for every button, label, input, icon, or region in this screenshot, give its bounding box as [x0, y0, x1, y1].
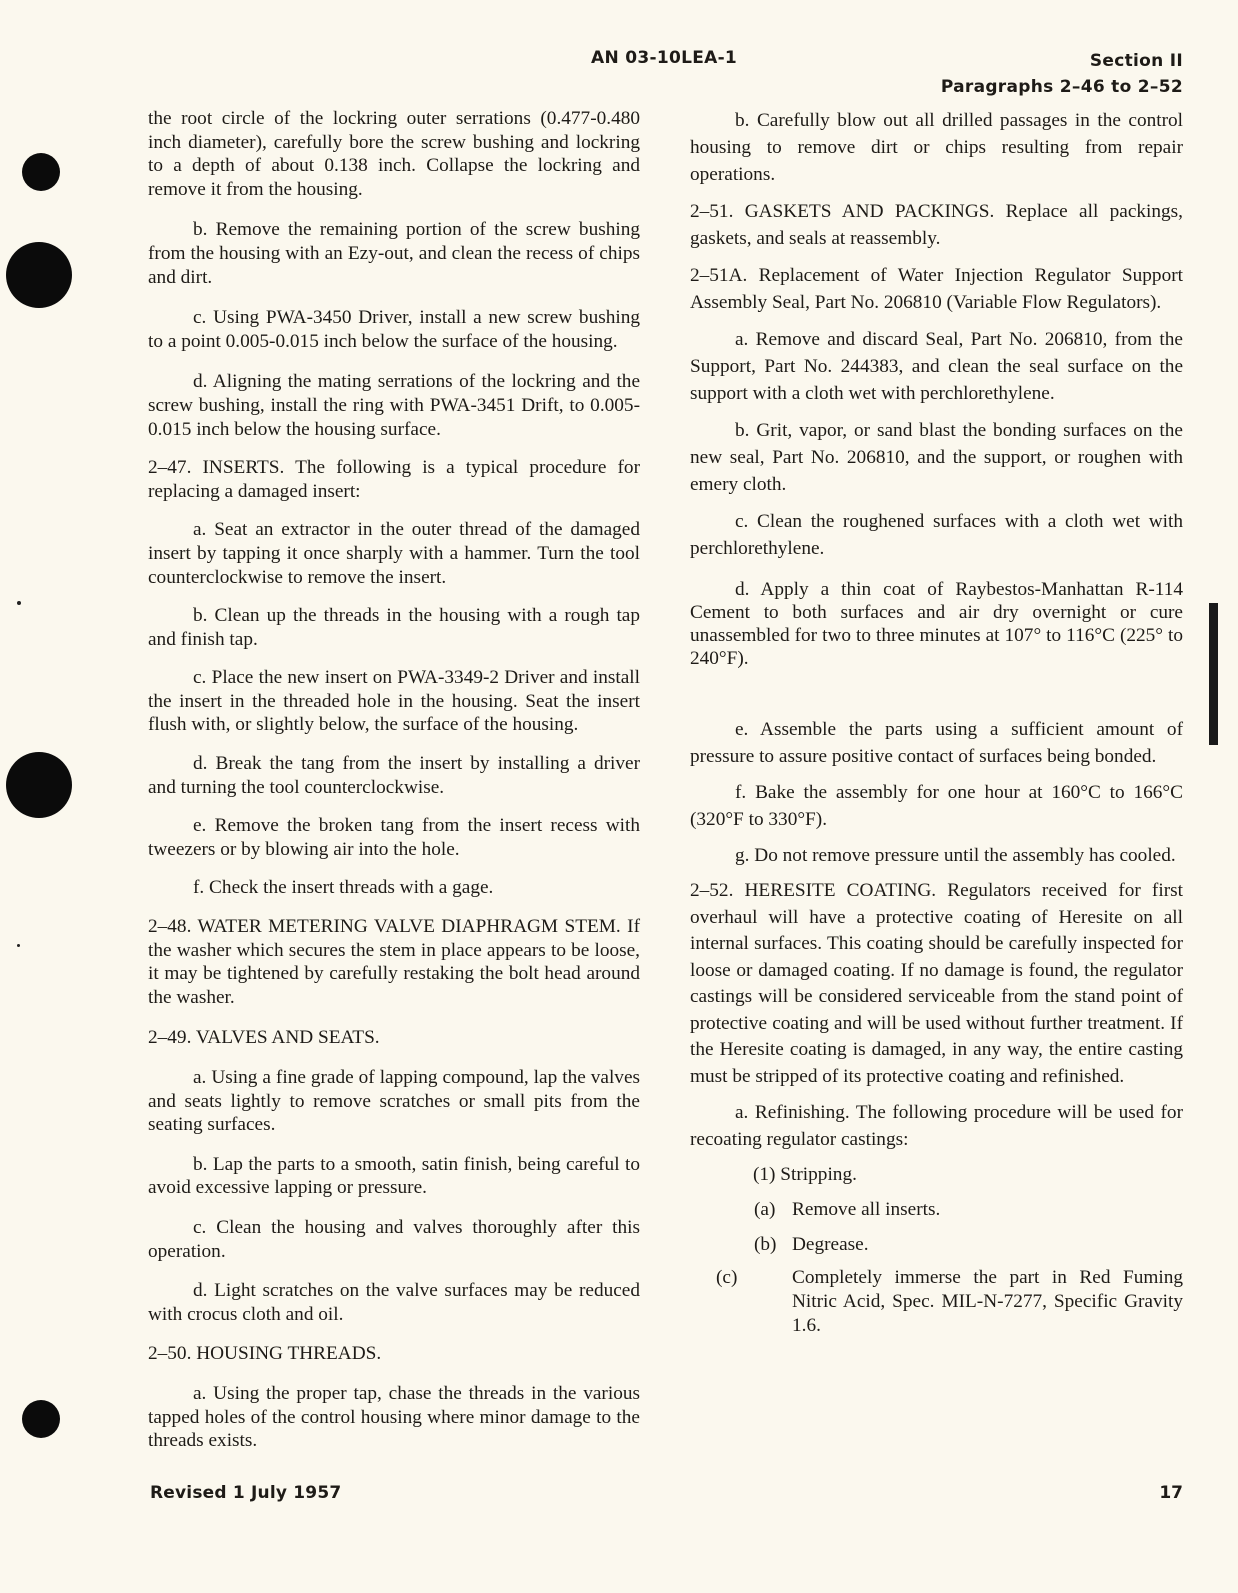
revision-date: Revised 1 July 1957 — [150, 1483, 342, 1503]
punch-hole — [6, 242, 72, 308]
list-label: (b) — [754, 1234, 777, 1255]
paragraph: d. Break the tang from the insert by installing a driver and turning the tool counterclockwise. — [148, 753, 640, 798]
paragraph: b. Lap the parts to a smooth, satin finish, being careful to avoid excessive lapping or pressure. — [148, 1153, 640, 1199]
paragraph: a. Using a fine grade of lapping compound, lap the valves and seats lightly to remove scratches or small pits from the seating surfaces. — [148, 1067, 640, 1136]
paragraph: b. Grit, vapor, or sand blast the bonding surfaces on the new seal, Part No. 206810, and the support, or roughen with emery cloth. — [690, 420, 1183, 495]
paragraph: b. Remove the remaining portion of the screw bushing from the housing with an Ezy-out, and clean the recess of chips and dirt. — [148, 219, 640, 288]
list-item-wrap — [716, 1266, 1183, 1338]
margin-speck — [17, 601, 21, 605]
paragraph: e. Remove the broken tang from the insert recess with tweezers or by blowing air into the hole. — [148, 815, 640, 860]
section-label: Section II — [1089, 51, 1183, 71]
paragraph: d. Light scratches on the valve surfaces may be reduced with crocus cloth and oil. — [148, 1280, 640, 1325]
punch-hole — [6, 752, 72, 818]
list-label: (c) — [716, 1267, 738, 1288]
section-heading: 2–49. VALVES AND SEATS. — [148, 1027, 380, 1049]
paragraph: e. Assemble the parts using a sufficient amount of pressure to assure positive contact of surfaces being bonded. — [690, 719, 1183, 767]
paragraph: g. Do not remove pressure until the assembly has cooled. — [735, 845, 1176, 866]
page-number: 17 — [1159, 1483, 1183, 1503]
paragraph: a. Remove and discard Seal, Part No. 206810, from the Support, Part No. 244383, and clean the seal surface on the support with a cloth wet with perchlorethylene. — [690, 329, 1183, 404]
punch-hole — [22, 153, 60, 191]
document-number: AN 03-10LEA-1 — [591, 48, 738, 68]
list-text: Degrease. — [792, 1234, 869, 1255]
paragraph: d. Apply a thin coat of Raybestos-Manhattan R-114 Cement to both surfaces and air dry overnight or cure unassembled for two to three minutes at 107° to 116°C (225° to 240°F). — [690, 579, 1183, 669]
paragraph: b. Carefully blow out all drilled passages in the control housing to remove dirt or chips resulting from repair operations. — [690, 110, 1183, 185]
punch-hole — [22, 1400, 60, 1438]
section-heading-paragraph: 2–48. WATER METERING VALVE DIAPHRAGM STEM. If the washer which secures the stem in place appears to be loose, it may be tightened by carefully restaking the bolt head around the washer. — [148, 916, 640, 1008]
section-heading-paragraph: 2–51. GASKETS AND PACKINGS. Replace all packings, gaskets, and seals at reassembly. — [690, 201, 1183, 249]
page-header-right — [941, 48, 1183, 100]
section-heading-paragraph: 2–51A. Replacement of Water Injection Regulator Support Assembly Seal, Part No. 206810 (Variable Flow Regulators). — [690, 265, 1183, 313]
paragraph: b. Clean up the threads in the housing with a rough tap and finish tap. — [148, 605, 640, 650]
paragraph: a. Using the proper tap, chase the threads in the various tapped holes of the control housing where minor damage to the threads exists. — [148, 1382, 640, 1452]
list-item-level2 — [690, 1266, 1183, 1338]
list-item-level1: (1) Stripping. — [753, 1164, 857, 1185]
paragraph: d. Aligning the mating serrations of the lockring and the screw bushing, install the ring with PWA-3451 Drift, to 0.005-0.015 inch below the housing surface. — [148, 371, 640, 440]
section-heading: 2–50. HOUSING THREADS. — [148, 1343, 382, 1365]
paragraph: c. Using PWA-3450 Driver, install a new screw bushing to a point 0.005-0.015 inch below the surface of the housing. — [148, 307, 640, 352]
left-column — [148, 107, 640, 1467]
paragraph: c. Clean the housing and valves thoroughly after this operation. — [148, 1216, 640, 1262]
paragraph-range: Paragraphs 2–46 to 2–52 — [940, 77, 1183, 97]
list-label: (a) — [754, 1199, 776, 1220]
paragraph: c. Clean the roughened surfaces with a cloth wet with perchlorethylene. — [690, 511, 1183, 559]
section-heading-paragraph: 2–52. HERESITE COATING. Regulators received for first overhaul will have a protective coating of Heresite on all internal surfaces. This coating should be carefully inspected for loose or damaged coating. If no damage is found, the regulator castings will be considered serviceable from the stand point of protective coating and will be used without further treatment. If the Heresite coating is damaged, in any way, the entire casting must be stripped of its protective coating and refinished. — [690, 880, 1183, 1087]
right-column — [690, 107, 1183, 1349]
paragraph: a. Refinishing. The following procedure will be used for recoating regulator castings: — [690, 1102, 1183, 1150]
list-item-level2 — [690, 1196, 1183, 1223]
list-text: Completely immerse the part in Red Fuming Nitric Acid, Spec. MIL-N-7277, Specific Gravity 1.6. — [792, 1267, 1183, 1336]
list-item-level2 — [690, 1231, 1183, 1258]
paragraph: c. Place the new insert on PWA-3349-2 Driver and install the insert in the threaded hole in the housing. Seat the insert flush with, or slightly below, the surface of the housing. — [148, 667, 640, 736]
paragraph: f. Bake the assembly for one hour at 160°C to 166°C (320°F to 330°F). — [690, 782, 1183, 830]
paragraph: f. Check the insert threads with a gage. — [193, 877, 494, 899]
paragraph: the root circle of the lockring outer serrations (0.477-0.480 inch diameter), carefully bore the screw bushing and lockring to a depth of about 0.138 inch. Collapse the lockring and remove it from the housing. — [148, 108, 640, 200]
revision-change-bar — [1209, 603, 1218, 745]
list-text: Remove all inserts. — [792, 1199, 941, 1220]
paragraph: a. Seat an extractor in the outer thread of the damaged insert by tapping it once sharply with a hammer. Turn the tool counterclockwise to remove the insert. — [148, 519, 640, 588]
section-heading-paragraph: 2–47. INSERTS. The following is a typical procedure for replacing a damaged insert: — [148, 457, 640, 502]
margin-speck — [17, 944, 20, 947]
